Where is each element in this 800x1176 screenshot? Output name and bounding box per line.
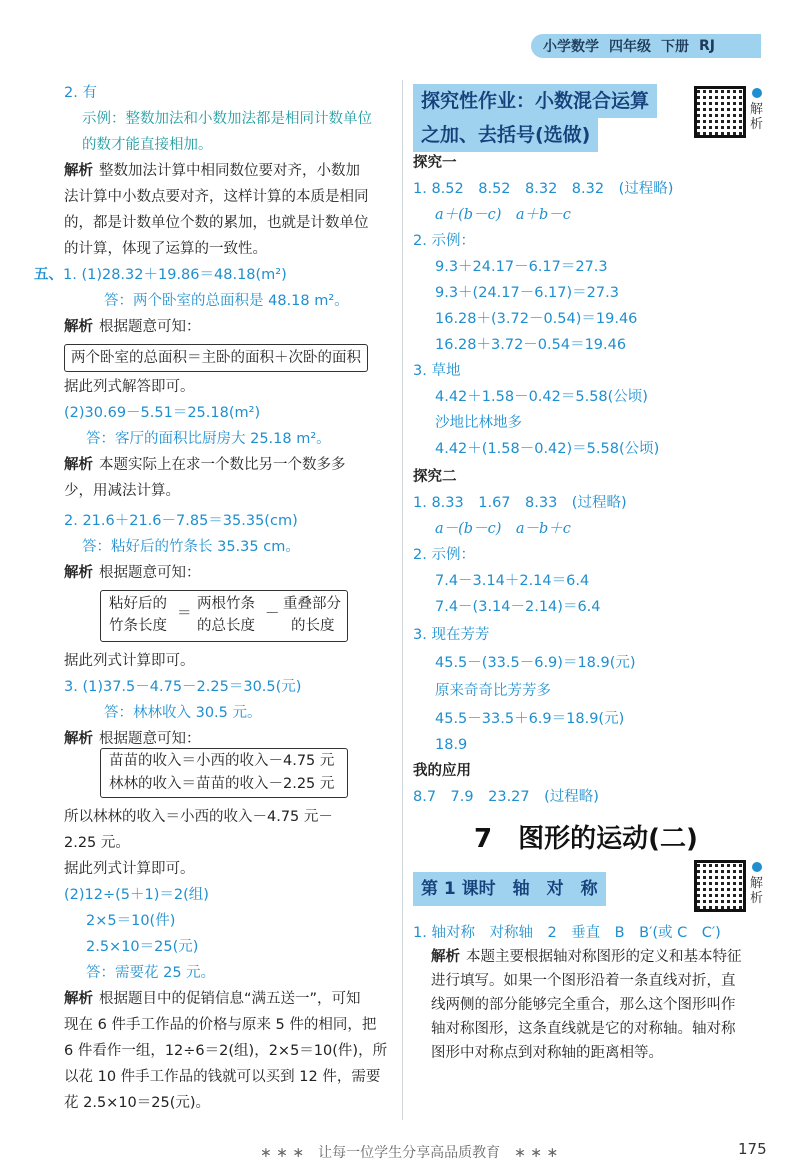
header-grade: 四年级: [609, 39, 651, 55]
analysis-line: 以花 10 件手工作品的钱就可以买到 12 件，需要: [64, 1069, 381, 1085]
answer-line: 3. 现在芳芳: [413, 627, 490, 643]
analysis-label: 解析: [64, 731, 93, 747]
equation-box: 粘好后的 竹条长度 ＝ 两根竹条 的总长度 － 重叠部分 的长度: [100, 590, 348, 642]
answer-line: 9.3＋(24.17－6.17)＝27.3: [435, 285, 619, 301]
answer-line: 8.7 7.9 23.27 (过程略): [413, 789, 599, 805]
analysis-line: 进行填写。如果一个图形沿着一条直线对折，直: [431, 973, 736, 989]
lesson-banner: 第 1 课时 轴 对 称: [413, 872, 606, 906]
footer-slogan: ∗ ∗ ∗ 让每一位学生分享高品质教育 ∗ ∗ ∗: [260, 1145, 559, 1161]
analysis-line: 的，都是计数单位个数的累加，也就是计数单位: [64, 215, 369, 231]
subheading: 我的应用: [413, 763, 471, 779]
answer-line: 2. 示例：: [413, 233, 475, 249]
answer-line: 2. 示例：: [413, 547, 475, 563]
answer-line: 答：粘好后的竹条长 35.35 cm。: [82, 539, 300, 555]
answer-line: 7.4－(3.14－2.14)＝6.4: [435, 599, 601, 615]
answer-line: 45.5－33.5＋6.9＝18.9(元): [435, 711, 625, 727]
answer-line: 2.5×10＝25(元): [86, 939, 199, 955]
answer-line: 答：客厅的面积比厨房大 25.18 m²。: [86, 431, 331, 447]
analysis-label: 解析: [64, 457, 93, 473]
chapter-title: 7 图形的运动(二): [474, 824, 698, 854]
answer-line: 原来奇奇比芳芳多: [435, 683, 551, 699]
answer-line: 1. 轴对称 对称轴 2 垂直 B B′(或 C C′): [413, 925, 721, 941]
equation-box: 苗苗的收入＝小西的收入－4.75 元 林林的收入＝苗苗的收入－2.25 元: [100, 748, 348, 798]
answer-line: 2×5＝10(件): [86, 913, 176, 929]
answer-line: 五、1. (1)28.32＋19.86＝48.18(m²): [34, 267, 287, 283]
header-edition: RJ: [699, 38, 715, 54]
analysis-label: 解析: [64, 565, 93, 581]
analysis-line: 解析 根据题目中的促销信息“满五送一”，可知: [64, 991, 361, 1007]
play-icon: [752, 862, 762, 872]
subheading: 探究二: [413, 469, 457, 485]
answer-line: 7.4－3.14＋2.14＝6.4: [435, 573, 590, 589]
header-term: 下册: [661, 39, 689, 55]
analysis-line: 6 件看作一组，12÷6＝2(组)，2×5＝10(件)，所: [64, 1043, 388, 1059]
answer-line: a＋(b－c) a＋b－c: [435, 207, 571, 223]
answer-line: 3. (1)37.5－4.75－2.25＝30.5(元): [64, 679, 302, 695]
answer-line: 沙地比林地多: [435, 415, 522, 431]
answer-line: 答：林林收入 30.5 元。: [104, 705, 262, 721]
answer-line: 9.3＋24.17－6.17＝27.3: [435, 259, 608, 275]
answer-line: 1. 8.33 1.67 8.33 (过程略): [413, 495, 627, 511]
analysis-line: 所以林林的收入＝小西的收入－4.75 元－: [64, 809, 333, 825]
answer-line: (2)30.69－5.51＝25.18(m²): [64, 405, 261, 421]
analysis-label: 解析: [431, 949, 460, 965]
answer-line: 16.28＋(3.72－0.54)＝19.46: [435, 311, 638, 327]
answer-line: 的数才能直接相加。: [82, 137, 213, 153]
equation-box: 两个卧室的总面积＝主卧的面积＋次卧的面积: [64, 344, 368, 372]
section-banner: 之加、去括号(选做): [413, 118, 598, 152]
qr-code-icon[interactable]: [694, 86, 746, 138]
analysis-line: 解析 根据题意可知：: [64, 319, 201, 335]
analysis-line: 轴对称图形，这条直线就是它的对称轴。轴对称: [431, 1021, 736, 1037]
answer-line: 45.5－(33.5－6.9)＝18.9(元): [435, 655, 636, 671]
analysis-label: 解析: [64, 163, 93, 179]
answer-line: 3. 草地: [413, 363, 461, 379]
answer-line: 答：两个卧室的总面积是 48.18 m²。: [104, 293, 349, 309]
analysis-line: 解析 根据题意可知：: [64, 731, 201, 747]
header-subject: 小学数学: [543, 39, 599, 55]
analysis-line: 现在 6 件手工作品的价格与原来 5 件的相同，把: [64, 1017, 377, 1033]
answer-line: 4.42＋1.58－0.42＝5.58(公顷): [435, 389, 648, 405]
answer-line: 4.42＋(1.58－0.42)＝5.58(公顷): [435, 441, 660, 457]
subheading: 探究一: [413, 155, 457, 171]
analysis-line: 2.25 元。: [64, 835, 130, 851]
analysis-line: 据此列式计算即可。: [64, 861, 195, 877]
analysis-line: 图形中对称点到对称轴的距离相等。: [431, 1045, 663, 1061]
answer-line: 2. 21.6＋21.6－7.85＝35.35(cm): [64, 513, 298, 529]
analysis-label: 解析: [64, 991, 93, 1007]
answer-line: 16.28＋3.72－0.54＝19.46: [435, 337, 627, 353]
answer-line: 示例：整数加法和小数加法都是相同计数单位: [82, 111, 372, 127]
analysis-line: 法计算中小数点要对齐，这样计算的本质是相同: [64, 189, 369, 205]
analysis-line: 的计算，体现了运算的一致性。: [64, 241, 267, 257]
page-number: 175: [738, 1140, 767, 1158]
analysis-line: 解析 本题主要根据轴对称图形的定义和基本特征: [431, 949, 742, 965]
analysis-line: 据此列式解答即可。: [64, 379, 195, 395]
analysis-line: 花 2.5×10＝25(元)。: [64, 1095, 211, 1111]
analysis-line: 解析 整数加法计算中相同数位要对齐，小数加: [64, 163, 360, 179]
section-number: 五、: [34, 267, 63, 283]
answer-line: 答：需要花 25 元。: [86, 965, 216, 981]
section-banner: 探究性作业：小数混合运算: [413, 84, 657, 118]
answer-line: 1. 8.52 8.52 8.32 8.32 (过程略): [413, 181, 674, 197]
header-tab: [531, 34, 761, 58]
analysis-label: 解析: [64, 319, 93, 335]
answer-line: 18.9: [435, 737, 468, 753]
answer-line: 2. 有: [64, 85, 97, 101]
play-icon: [752, 88, 762, 98]
analysis-line: 解析 本题实际上在求一个数比另一个数多多: [64, 457, 346, 473]
qr-label: 解析: [750, 876, 764, 906]
column-divider: [402, 80, 403, 1120]
analysis-line: 线两侧的部分能够完全重合，那么这个图形叫作: [431, 997, 736, 1013]
answer-line: a－(b－c) a－b＋c: [435, 521, 571, 537]
analysis-line: 解析 根据题意可知：: [64, 565, 201, 581]
qr-label: 解析: [750, 102, 764, 132]
answer-line: (2)12÷(5＋1)＝2(组): [64, 887, 209, 903]
analysis-line: 少，用减法计算。: [64, 483, 180, 499]
analysis-line: 据此列式计算即可。: [64, 653, 195, 669]
qr-code-icon[interactable]: [694, 860, 746, 912]
